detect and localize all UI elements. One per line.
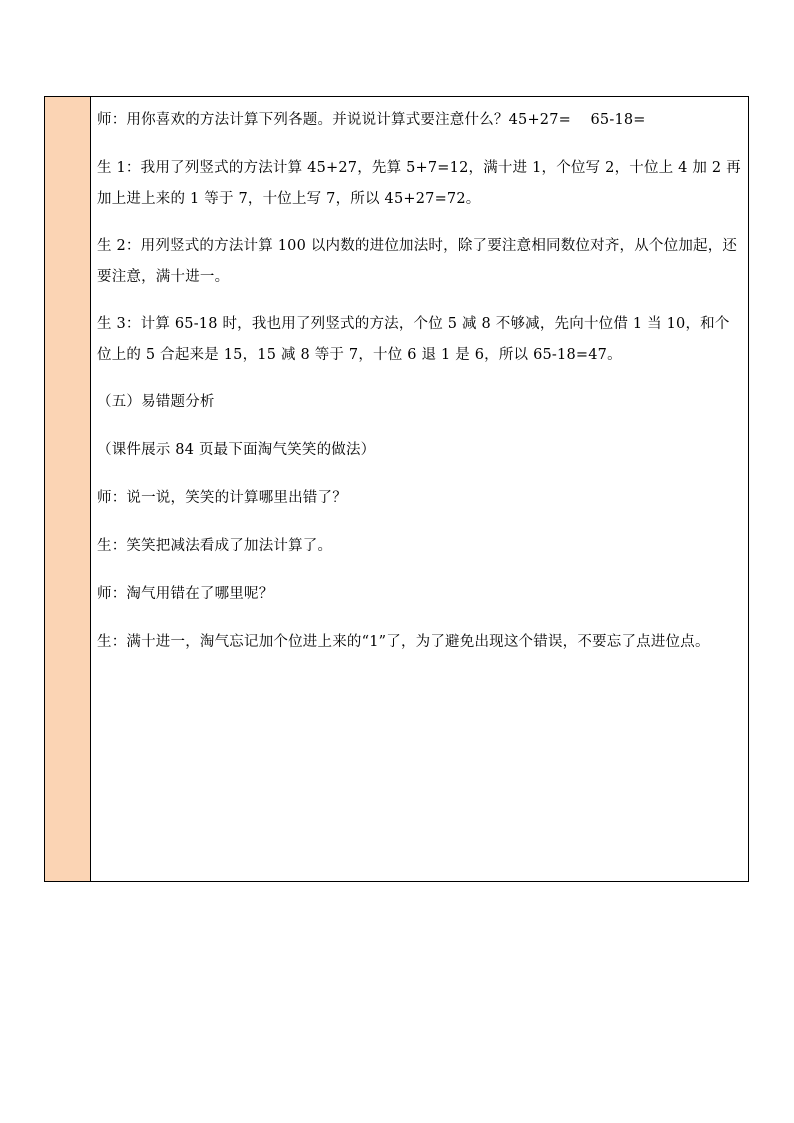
student-reply-2: 生：满十进一，淘气忘记加个位进上来的“1”了，为了避免出现这个错误，不要忘了点进位点。: [97, 634, 710, 650]
courseware-note: （课件展示 84 页最下面淘气笑笑的做法）: [97, 442, 376, 458]
teacher-prompt-1: 师：说一说，笑笑的计算哪里出错了？: [97, 490, 347, 506]
lesson-content: [91, 97, 748, 881]
section-heading: （五）易错题分析: [97, 394, 215, 410]
side-column: [45, 97, 91, 881]
lesson-table: [44, 96, 749, 882]
student-reply-1: 生：笑笑把减法看成了加法计算了。: [97, 538, 333, 554]
teacher-prompt-2: 师：淘气用错在了哪里呢？: [97, 586, 274, 602]
teacher-question: 师：用你喜欢的方法计算下列各题。并说说计算式要注意什么？45+27= 65-18=: [97, 112, 646, 128]
student-1-answer: 生 1：我用了列竖式的方法计算 45+27，先算 5+7=12，满十进 1，个位写 2，十位上 4 加 2 再加上进上来的 1 等于 7，十位上写 7，所以 45+27=72。: [97, 160, 741, 207]
student-3-answer: 生 3：计算 65-18 时，我也用了列竖式的方法，个位 5 减 8 不够减，先向十位借 1 当 10，和个位上的 5 合起来是 15，15 减 8 等于 7，十位 6 退 1 是 6，所以 65-18=47。: [97, 316, 730, 363]
student-2-answer: 生 2：用列竖式的方法计算 100 以内数的进位加法时，除了要注意相同数位对齐，从个位加起，还要注意，满十进一。: [97, 238, 738, 285]
